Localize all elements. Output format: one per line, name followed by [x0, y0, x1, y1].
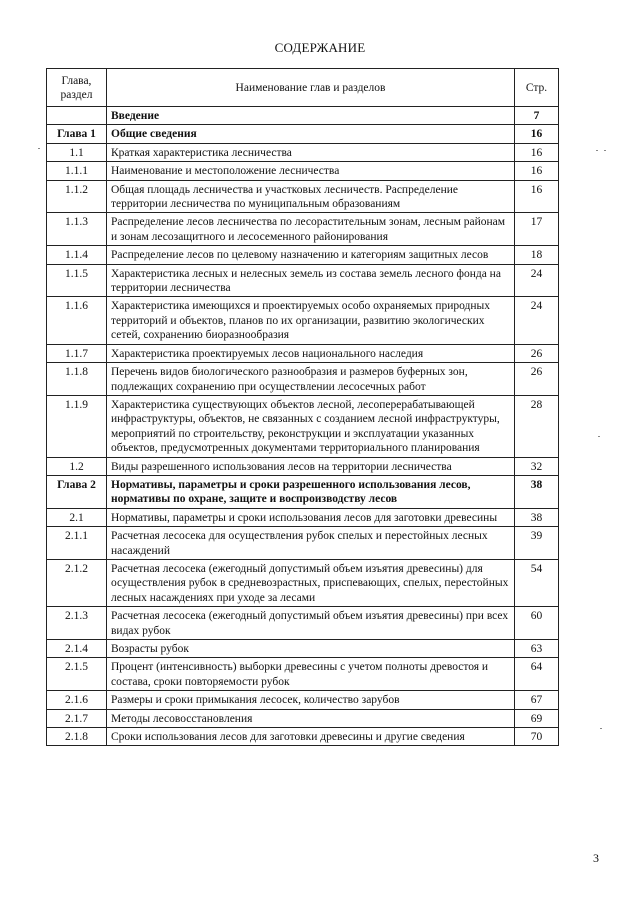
toc-page-number: 28 [515, 395, 559, 457]
toc-section-title: Характеристика проектируемых лесов национального наследия [107, 344, 515, 362]
toc-page-number: 60 [515, 607, 559, 640]
toc-section-title: Наименование и местоположение лесничества [107, 162, 515, 180]
toc-page-number: 26 [515, 344, 559, 362]
page-title: СОДЕРЖАНИЕ [274, 40, 366, 55]
toc-section-title: Краткая характеристика лесничества [107, 143, 515, 161]
toc-section-number: 1.1.2 [47, 180, 107, 213]
toc-section-number: 1.1.3 [47, 213, 107, 246]
scan-speck [598, 436, 600, 437]
toc-page-number: 54 [515, 559, 559, 606]
toc-section-title: Распределение лесов лесничества по лесорастительным зонам, лесным районам и зонам лесозащитного и лесосеменного районирования [107, 213, 515, 246]
toc-section-title: Нормативы, параметры и сроки разрешенного использования лесов, нормативы по охране, защите и воспроизводству лесов [107, 475, 515, 508]
toc-body [47, 107, 559, 746]
toc-row [47, 691, 559, 709]
toc-section-title: Общая площадь лесничества и участковых лесничеств. Распределение территории лесничества по муниципальным образованиям [107, 180, 515, 213]
toc-page-number: 16 [515, 180, 559, 213]
toc-row [47, 709, 559, 727]
toc-row [47, 213, 559, 246]
toc-section-number: 1.1.9 [47, 395, 107, 457]
toc-page-number: 67 [515, 691, 559, 709]
toc-row [47, 297, 559, 344]
toc-section-title: Виды разрешенного использования лесов на территории лесничества [107, 457, 515, 475]
toc-section-number: 1.1.8 [47, 363, 107, 396]
toc-page-number: 16 [515, 143, 559, 161]
toc-section-number: 1.1.1 [47, 162, 107, 180]
toc-section-number: 1.2 [47, 457, 107, 475]
toc-section-title: Характеристика имеющихся и проектируемых особо охраняемых природных территорий и объектов, планов по их организации, развитию экологических сетей, сохранению биоразнообразия [107, 297, 515, 344]
toc-page-number: 38 [515, 475, 559, 508]
toc-section-number: 2.1.4 [47, 640, 107, 658]
toc-row [47, 395, 559, 457]
toc-page-number: 24 [515, 264, 559, 297]
toc-section-title: Процент (интенсивность) выборки древесины с учетом полноты древостоя и состава, сроки повторяемости рубок [107, 658, 515, 691]
toc-section-number: 1.1.4 [47, 246, 107, 264]
toc-page-number: 16 [515, 125, 559, 143]
toc-section-number: 2.1.7 [47, 709, 107, 727]
toc-section-number: 1.1 [47, 143, 107, 161]
toc-row [47, 125, 559, 143]
toc-section-title: Характеристика существующих объектов лесной, лесоперерабатывающей инфраструктуры, объектов, не связанных с созданием лесной инфраструктуры, мероприятий по строительству, реконструкции и эксплуатации указанных объектов, предусмотренных документами территориального планирования [107, 395, 515, 457]
toc-section-number: 1.1.7 [47, 344, 107, 362]
toc-section-number: Глава 2 [47, 475, 107, 508]
toc-row [47, 143, 559, 161]
toc-section-number: 2.1.3 [47, 607, 107, 640]
toc-section-title: Перечень видов биологического разнообразия и размеров буферных зон, подлежащих сохранению при осуществлении лесосечных работ [107, 363, 515, 396]
toc-row [47, 180, 559, 213]
toc-page-number: 32 [515, 457, 559, 475]
scan-speck [600, 728, 602, 729]
toc-section-title: Расчетная лесосека для осуществления рубок спелых и перестойных лесных насаждений [107, 527, 515, 560]
header-name: Наименование глав и разделов [107, 69, 515, 107]
toc-section-title: Нормативы, параметры и сроки использования лесов для заготовки древесины [107, 508, 515, 526]
toc-row [47, 527, 559, 560]
toc-section-title: Расчетная лесосека (ежегодный допустимый объем изъятия древесины) для осуществления рубок в средневозрастных, приспевающих, спелых, перестойных лесных насаждениях при уходе за лесами [107, 559, 515, 606]
toc-page-number: 18 [515, 246, 559, 264]
toc-section-title: Распределение лесов по целевому назначению и категориям защитных лесов [107, 246, 515, 264]
toc-header [47, 69, 559, 107]
toc-page-number: 39 [515, 527, 559, 560]
page-number: 3 [593, 851, 599, 865]
toc-section-number: 2.1.8 [47, 728, 107, 746]
header-section: Глава, раздел [47, 69, 107, 107]
toc-row [47, 264, 559, 297]
toc-section-title: Общие сведения [107, 125, 515, 143]
toc-section-title: Расчетная лесосека (ежегодный допустимый объем изъятия древесины) при всех видах рубок [107, 607, 515, 640]
scan-speck [596, 150, 598, 151]
toc-row [47, 162, 559, 180]
toc-page-number: 16 [515, 162, 559, 180]
toc-section-number: 2.1.2 [47, 559, 107, 606]
toc-section-number [47, 107, 107, 125]
toc-row [47, 246, 559, 264]
toc-section-number: 2.1.5 [47, 658, 107, 691]
toc-section-title: Возрасты рубок [107, 640, 515, 658]
scan-speck [38, 148, 40, 149]
toc-row [47, 728, 559, 746]
toc-page-number: 17 [515, 213, 559, 246]
toc-row [47, 344, 559, 362]
header-page: Стр. [515, 69, 559, 107]
toc-section-number: Глава 1 [47, 125, 107, 143]
toc-row [47, 607, 559, 640]
toc-row [47, 363, 559, 396]
toc-section-title: Методы лесовосстановления [107, 709, 515, 727]
header-row [47, 69, 559, 107]
toc-section-number: 1.1.6 [47, 297, 107, 344]
toc-page-number: 70 [515, 728, 559, 746]
toc-table [46, 68, 559, 746]
toc-section-title: Введение [107, 107, 515, 125]
toc-page-number: 38 [515, 508, 559, 526]
toc-section-number: 2.1.1 [47, 527, 107, 560]
toc-section-number: 2.1.6 [47, 691, 107, 709]
toc-page-number: 64 [515, 658, 559, 691]
toc-row [47, 640, 559, 658]
toc-row [47, 508, 559, 526]
toc-row [47, 658, 559, 691]
toc-page-number: 7 [515, 107, 559, 125]
toc-row [47, 107, 559, 125]
toc-page-number: 63 [515, 640, 559, 658]
toc-row [47, 475, 559, 508]
toc-section-number: 2.1 [47, 508, 107, 526]
toc-row [47, 559, 559, 606]
toc-section-title: Характеристика лесных и нелесных земель из состава земель лесного фонда на территории лесничества [107, 264, 515, 297]
scan-speck [604, 150, 606, 151]
toc-section-title: Сроки использования лесов для заготовки древесины и другие сведения [107, 728, 515, 746]
toc-section-number: 1.1.5 [47, 264, 107, 297]
toc-section-title: Размеры и сроки примыкания лесосек, количество зарубов [107, 691, 515, 709]
toc-page-number: 69 [515, 709, 559, 727]
toc-page-number: 26 [515, 363, 559, 396]
toc-page-number: 24 [515, 297, 559, 344]
toc-row [47, 457, 559, 475]
